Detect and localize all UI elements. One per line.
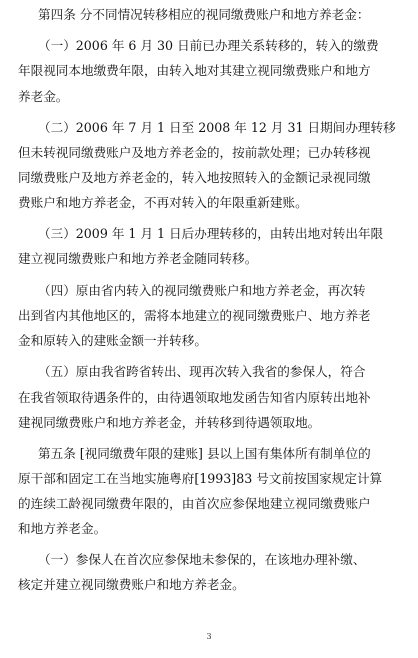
page-number: 3 [206,632,212,641]
text-line: （四）原由省内转入的视同缴费账户和地方养老金，再次转 [38,283,366,298]
text-line: 建立视同缴费账户和地方养老金随同转移。 [18,251,258,266]
text-line: 同缴费账户及地方养老金的，转入地按照转入的金额记录视同缴 [18,170,371,185]
text-line: （二）2006 年 7 月 1 日至 2008 年 12 月 31 日期间办理转移 [38,120,396,135]
text-line: 但未转视同缴费账户及地方养老金的，按前款处理；已办转移视 [18,145,371,160]
text-line: 在我省领取待遇条件的，由待遇领取地发函告知省内原转出地补 [18,390,371,405]
text-line: 年限视同本地缴费年限，由转入地对其建立视同缴费账户和地方 [18,63,371,78]
text-line: 原干部和固定工在当地实施粤府[1993]83 号文前按国家规定计算 [18,471,383,486]
text-line: （一）2006 年 6 月 30 日前已办理关系转移的，转入的缴费 [38,38,379,53]
text-line: （五）原由我省跨省转出、现再次转入我省的参保人，符合 [38,364,366,379]
text-line: 养老金。 [18,89,69,104]
text-line: 的连续工龄视同缴费年限的，由首次应参保地建立视同缴费账户 [18,496,371,511]
text-line: 费账户和地方养老金，不再对转入的年限重新建账。 [18,195,308,210]
text-line: （三）2009 年 1 月 1 日后办理转移的，由转出地对转出年限 [38,226,384,241]
text-line: 核定并建立视同缴费账户和地方养老金。 [18,577,245,592]
text-line: 金和原转入的建账金额一并转移。 [18,333,207,348]
text-line: 第四条 分不同情况转移相应的视同缴费账户和地方养老金： [38,7,370,22]
text-line: 和地方养老金。 [18,521,107,536]
text-line: （一）参保人在首次应参保地未参保的，在该地办理补缴、 [38,552,366,567]
text-line: 出到省内其他地区的，需将本地建立的视同缴费账户、地方养老 [18,308,371,323]
text-line: 第五条 [视同缴费年限的建账] 县以上国有集体所有制单位的 [38,446,371,461]
text-line: 建视同缴费账户和地方养老金，并转移到待遇领取地。 [18,415,321,430]
